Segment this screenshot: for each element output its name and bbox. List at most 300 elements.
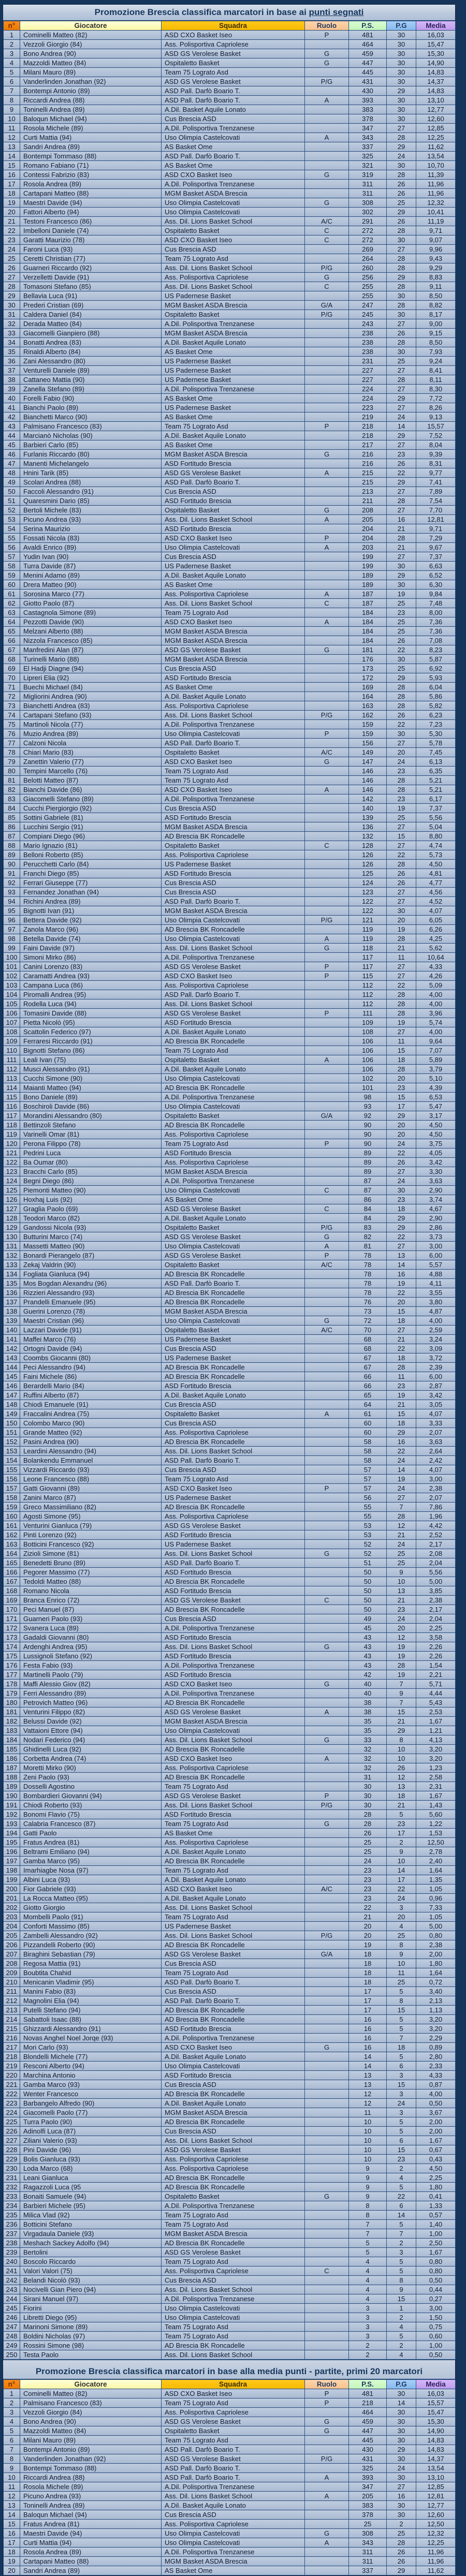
points-cell: 431 (349, 2454, 387, 2464)
header-games: P.G (387, 21, 416, 31)
team-cell: A.Dil. Polisportiva Trenzanese (162, 1176, 305, 1186)
player-cell: Faroni Luca (93) (20, 245, 162, 254)
average-cell: 13,54 (416, 152, 456, 161)
team-cell: AS Basket Ome (162, 161, 305, 170)
games-cell: 28 (387, 226, 416, 235)
points-cell: 73 (349, 1307, 387, 1316)
role-cell (305, 487, 349, 496)
rank-cell: 219 (4, 2062, 20, 2071)
table-row (4, 1680, 456, 1689)
team-cell: MGM Basket ASDA Brescia (162, 450, 305, 459)
team-cell: ASD Fortitudo Brescia (162, 1670, 305, 1680)
player-cell: Mario Ignazio (81) (20, 841, 162, 850)
average-cell: 12,85 (416, 124, 456, 133)
average-cell: 6,00 (416, 1372, 456, 1381)
player-cell: Manfredini Alan (87) (20, 645, 162, 655)
table-row (4, 832, 456, 841)
games-cell: 9 (387, 1689, 416, 1698)
table-row (4, 319, 456, 329)
player-cell: Avaldi Enrico (89) (20, 543, 162, 552)
table-row (4, 2529, 456, 2538)
games-cell: 28 (387, 170, 416, 180)
points-cell: 3 (349, 2322, 387, 2332)
rank-cell: 77 (4, 739, 20, 748)
points-cell: 264 (349, 254, 387, 263)
points-cell: 393 (349, 96, 387, 105)
team-cell: US Padernese Basket (162, 1353, 305, 1363)
average-cell: 14,90 (416, 2426, 456, 2436)
rank-cell: 207 (4, 1950, 20, 1959)
role-cell (305, 813, 349, 822)
table-row (4, 981, 456, 990)
role-cell (305, 1027, 349, 1037)
rank-cell: 138 (4, 1307, 20, 1316)
games-cell: 29 (387, 2566, 416, 2575)
table-row (4, 906, 456, 916)
points-cell: 308 (349, 198, 387, 208)
team-cell: ASD Fortitudo Brescia (162, 813, 305, 822)
games-cell: 19 (387, 1391, 416, 1400)
games-cell: 27 (387, 962, 416, 971)
table-row (4, 953, 456, 962)
points-cell: 205 (349, 2492, 387, 2501)
team-cell: A.Dil. Polisportiva Trenzanese (162, 1624, 305, 1633)
player-cell: Manenti Michelangelo (20, 459, 162, 468)
rank-cell: 202 (4, 1903, 20, 1912)
points-cell: 92 (349, 1111, 387, 1121)
table-row (4, 888, 456, 897)
player-cell: Boubtita Chahid (20, 1968, 162, 1978)
player-cell: Rossini Simone (98) (20, 2341, 162, 2350)
role-cell (305, 1083, 349, 1093)
player-cell: Picuno Andrea (93) (20, 2492, 162, 2501)
player-cell: Nodari Federico (94) (20, 1735, 162, 1745)
table-row (4, 170, 456, 180)
role-cell (305, 1493, 349, 1503)
team-cell: Uso Olimpia Castelcovati (162, 2538, 305, 2548)
role-cell (305, 2248, 349, 2257)
points-cell: 58 (349, 1437, 387, 1447)
player-cell: Sirani Manuel (97) (20, 2294, 162, 2304)
average-cell: 5,74 (416, 1018, 456, 1027)
role-cell (305, 1857, 349, 1866)
average-cell: 4,87 (416, 1307, 456, 1316)
role-cell (305, 403, 349, 413)
points-cell: 93 (349, 1102, 387, 1111)
player-cell: Pietta Nicolò (95) (20, 1018, 162, 1027)
average-cell: 4,74 (416, 841, 456, 850)
points-cell: 227 (349, 375, 387, 385)
points-cell: 16 (349, 2043, 387, 2052)
table-row (4, 1335, 456, 1344)
player-cell: Massetti Matteo (90) (20, 1242, 162, 1251)
average-cell: 3,17 (416, 1111, 456, 1121)
player-cell: Beltrami Emiliano (94) (20, 1847, 162, 1857)
role-cell: A (305, 1409, 349, 1419)
role-cell (305, 1437, 349, 1447)
rank-cell: 233 (4, 2192, 20, 2201)
rank-cell: 45 (4, 440, 20, 450)
average-cell: 10,41 (416, 208, 456, 217)
points-cell: 123 (349, 888, 387, 897)
games-cell: 16 (387, 1270, 416, 1279)
player-cell: Guerini Lorenzo (78) (20, 1307, 162, 1316)
role-cell (305, 114, 349, 124)
rank-cell: 22 (4, 226, 20, 235)
average-cell: 8,82 (416, 301, 456, 310)
points-cell: 159 (349, 729, 387, 739)
role-cell: A/C (305, 1260, 349, 1270)
role-cell (305, 431, 349, 440)
points-cell: 224 (349, 385, 387, 394)
points-cell: 58 (349, 1447, 387, 1456)
role-cell (305, 1046, 349, 1055)
table-row (4, 1223, 456, 1232)
games-cell: 27 (387, 487, 416, 496)
role-cell: G (305, 1735, 349, 1745)
table-row (4, 1894, 456, 1903)
rank-cell: 117 (4, 1111, 20, 1121)
role-cell (305, 1521, 349, 1530)
points-cell: 218 (349, 431, 387, 440)
table-row (4, 235, 456, 245)
role-cell (305, 850, 349, 860)
team-cell: Ass. Polisportiva Capriolese (162, 2520, 305, 2529)
team-cell: Ass. Dil. Lions Basket School (162, 2492, 305, 2501)
rank-cell: 115 (4, 1093, 20, 1102)
games-cell: 9 (387, 2285, 416, 2294)
rank-cell: 6 (4, 2436, 20, 2445)
team-cell: ASD Pall. Darfò Boario T. (162, 1456, 305, 1465)
player-cell: Fratus Andrea (81) (20, 1838, 162, 1847)
player-cell: Guarneri Paolo (93) (20, 1614, 162, 1624)
rank-cell: 13 (4, 142, 20, 152)
rank-cell: 19 (4, 198, 20, 208)
role-cell (305, 1540, 349, 1549)
games-cell: 30 (387, 235, 416, 245)
rank-cell: 99 (4, 944, 20, 953)
rank-cell: 12 (4, 2492, 20, 2501)
rank-cell: 65 (4, 627, 20, 636)
table-row (4, 1419, 456, 1428)
table-row (4, 2201, 456, 2211)
average-cell: 1,33 (416, 2201, 456, 2211)
table-row (4, 2257, 456, 2266)
player-cell: Ragazzoli Luca (95 (20, 2183, 162, 2192)
games-cell: 19 (387, 1642, 416, 1652)
player-cell: Pini Davide (96) (20, 2145, 162, 2155)
role-cell: G (305, 944, 349, 953)
rank-cell: 141 (4, 1335, 20, 1344)
points-cell: 55 (349, 1512, 387, 1521)
table-row (4, 1661, 456, 1670)
points-cell: 43 (349, 1642, 387, 1652)
team-cell: US Padernese Basket (162, 1540, 305, 1549)
points-cell: 8 (349, 2201, 387, 2211)
rank-cell: 55 (4, 534, 20, 543)
rank-cell: 40 (4, 394, 20, 403)
points-cell: 291 (349, 217, 387, 226)
table-row (4, 1307, 456, 1316)
player-cell: Cominelli Matteo (82) (20, 2389, 162, 2398)
player-cell: Fratus Andrea (81) (20, 2520, 162, 2529)
rank-cell: 32 (4, 319, 20, 329)
games-cell: 12 (387, 1521, 416, 1530)
average-cell: 11,62 (416, 142, 456, 152)
team-cell: Uso Olimpia Castelcovati (162, 2313, 305, 2322)
rank-cell: 123 (4, 1167, 20, 1176)
table-row (4, 1046, 456, 1055)
points-cell: 50 (349, 1568, 387, 1577)
rank-cell: 153 (4, 1447, 20, 1456)
points-cell: 87 (349, 1176, 387, 1186)
player-cell: Colombo Marco (90) (20, 1419, 162, 1428)
rank-cell: 189 (4, 1782, 20, 1791)
player-cell: Venturelli Daniele (89) (20, 366, 162, 375)
role-cell (305, 1298, 349, 1307)
table-row (4, 1503, 456, 1512)
games-cell: 5 (387, 2332, 416, 2341)
role-cell: P/G (305, 1931, 349, 1940)
table-row (4, 1381, 456, 1391)
rank-cell: 130 (4, 1232, 20, 1242)
rank-cell: 159 (4, 1503, 20, 1512)
team-cell: Team 75 Lograto Asd (162, 1046, 305, 1055)
team-cell: Ass. Dil. Lions Basket School (162, 1642, 305, 1652)
player-cell: Barbieri Carlo (85) (20, 440, 162, 450)
team-cell: Ass. Dil. Lions Basket School (162, 999, 305, 1009)
player-cell: Ardenghi Andrea (95) (20, 1642, 162, 1652)
points-cell: 378 (349, 114, 387, 124)
rank-cell: 3 (4, 49, 20, 58)
points-cell: 108 (349, 1027, 387, 1037)
average-cell: 1,43 (416, 1801, 456, 1810)
average-cell: 0,87 (416, 2080, 456, 2089)
average-cell: 15,47 (416, 2408, 456, 2417)
table-row (4, 1689, 456, 1698)
table-row (4, 1912, 456, 1922)
player-cell: Albini Luca (93) (20, 1875, 162, 1885)
role-cell (305, 1652, 349, 1661)
team-cell: ASD Fortitudo Brescia (162, 2071, 305, 2080)
average-cell: 1,05 (416, 1885, 456, 1894)
role-cell (305, 2183, 349, 2192)
table-row (4, 1484, 456, 1493)
role-cell (305, 1810, 349, 1819)
role-cell: G/A (305, 1950, 349, 1959)
points-cell: 459 (349, 49, 387, 58)
table-row (4, 40, 456, 49)
role-cell (305, 2322, 349, 2332)
games-cell: 27 (387, 366, 416, 375)
player-cell: Zekaj Valdrin (90) (20, 1260, 162, 1270)
team-cell: MGM Basket ASDA Brescia (162, 636, 305, 645)
role-cell (305, 776, 349, 785)
rank-cell: 197 (4, 1857, 20, 1866)
rank-cell: 213 (4, 2006, 20, 2015)
player-cell: Libretti Diego (95) (20, 2313, 162, 2322)
games-cell: 26 (387, 180, 416, 189)
rank-cell: 18 (4, 2548, 20, 2557)
player-cell: Palmisano Francesco (83) (20, 422, 162, 431)
role-cell (305, 124, 349, 133)
role-cell (305, 366, 349, 375)
team-cell: US Padernese Basket (162, 562, 305, 571)
points-cell: 16 (349, 2024, 387, 2034)
points-cell: 156 (349, 739, 387, 748)
table-row (4, 2183, 456, 2192)
role-cell: G (305, 1232, 349, 1242)
player-cell: Begni Diego (86) (20, 1176, 162, 1186)
team-cell: ASD Pall. Darfò Boario T. (162, 96, 305, 105)
role-cell (305, 2136, 349, 2145)
average-cell: 12,50 (416, 1838, 456, 1847)
games-cell: 28 (387, 2538, 416, 2548)
rank-cell: 38 (4, 375, 20, 385)
role-cell (305, 701, 349, 711)
points-cell: 447 (349, 2426, 387, 2436)
games-cell: 20 (387, 748, 416, 757)
average-cell: 2,86 (416, 1223, 456, 1232)
role-cell (305, 1447, 349, 1456)
team-cell: Ospitaletto Basket (162, 506, 305, 515)
games-cell: 25 (387, 357, 416, 366)
points-cell: 187 (349, 590, 387, 599)
table-row (4, 2276, 456, 2285)
games-cell: 27 (387, 841, 416, 850)
player-cell: Testoni Francesco (86) (20, 217, 162, 226)
player-cell: Putelli Stefano (94) (20, 2006, 162, 2015)
team-cell: ASD GS Verolese Basket (162, 645, 305, 655)
rank-cell: 180 (4, 1698, 20, 1707)
role-cell (305, 2089, 349, 2099)
team-cell: A.Dil. Basket Aquile Lonato (162, 1847, 305, 1857)
points-cell: 43 (349, 1633, 387, 1642)
table-row (4, 748, 456, 757)
average-cell: 2,08 (416, 1549, 456, 1558)
average-cell: 7,48 (416, 599, 456, 608)
header-role: Ruolo (305, 21, 349, 31)
points-cell: 12 (349, 2089, 387, 2099)
points-cell: 126 (349, 860, 387, 869)
rank-cell: 157 (4, 1484, 20, 1493)
games-cell: 5 (387, 2127, 416, 2136)
rank-cell: 136 (4, 1288, 20, 1298)
games-cell: 30 (387, 729, 416, 739)
games-cell: 8 (387, 1735, 416, 1745)
team-cell: A.Dil. Basket Aquile Lonato (162, 1875, 305, 1885)
player-cell: Boschiroli Davide (86) (20, 1102, 162, 1111)
table-row (4, 2108, 456, 2117)
points-cell: 22 (349, 1903, 387, 1912)
games-cell: 23 (387, 1195, 416, 1204)
average-cell: 12,32 (416, 198, 456, 208)
table-row (4, 58, 456, 68)
player-cell: Conforti Massimo (85) (20, 1922, 162, 1931)
average-cell: 2,04 (416, 1558, 456, 1568)
points-cell: 45 (349, 1624, 387, 1633)
average-cell: 7,36 (416, 627, 456, 636)
games-cell: 9 (387, 1568, 416, 1577)
team-cell: Uso Olimpia Castelcovati (162, 1242, 305, 1251)
player-cell: Grande Matteo (92) (20, 1428, 162, 1437)
player-cell: Agosti Simone (95) (20, 1512, 162, 1521)
games-cell: 27 (387, 739, 416, 748)
role-cell: P (305, 1251, 349, 1260)
points-cell: 20 (349, 1931, 387, 1940)
average-cell: 7,70 (416, 506, 456, 515)
role-cell: C (305, 1186, 349, 1195)
team-cell: Cus Brescia ASD (162, 245, 305, 254)
player-cell: Faccoli Alessandro (91) (20, 487, 162, 496)
table-row (4, 1763, 456, 1773)
player-cell: Graglia Paolo (69) (20, 1204, 162, 1214)
team-cell: US Padernese Basket (162, 1493, 305, 1503)
role-cell: A/C (305, 1885, 349, 1894)
table-row (4, 2127, 456, 2136)
table-row (4, 459, 456, 468)
rank-cell: 62 (4, 599, 20, 608)
table-row (4, 96, 456, 105)
games-cell: 22 (387, 1232, 416, 1242)
table-row (4, 217, 456, 226)
average-cell: 4,50 (416, 1121, 456, 1130)
player-cell: Zani Alessandro (80) (20, 357, 162, 366)
average-cell: 0,80 (416, 1931, 456, 1940)
team-cell: ASD Pall. Darfò Boario T. (162, 739, 305, 748)
points-cell: 215 (349, 478, 387, 487)
rank-cell: 220 (4, 2071, 20, 2080)
team-cell: ASD Fortitudo Brescia (162, 1568, 305, 1577)
role-cell (305, 2145, 349, 2155)
table-row (4, 2145, 456, 2155)
average-cell: 1,35 (416, 1875, 456, 1885)
role-cell (305, 822, 349, 832)
table-row (4, 1652, 456, 1661)
role-cell (305, 1102, 349, 1111)
rank-cell: 121 (4, 1149, 20, 1158)
average-cell: 2,64 (416, 1447, 456, 1456)
table-row (4, 1996, 456, 2006)
player-cell: Perona Filippo (78) (20, 1139, 162, 1149)
player-cell: Marchina Antonio (20, 2071, 162, 2080)
points-cell: 204 (349, 534, 387, 543)
team-cell: Ass. Dil. Lions Basket School (162, 1549, 305, 1558)
role-cell: P (305, 2398, 349, 2408)
table-row (4, 1549, 456, 1558)
table-row (4, 1009, 456, 1018)
player-cell: Bignotti Ivan (91) (20, 906, 162, 916)
header-points: P.S. (349, 2380, 387, 2389)
table-row (4, 813, 456, 822)
role-cell (305, 1065, 349, 1074)
points-cell: 184 (349, 617, 387, 627)
table-row (4, 2071, 456, 2080)
role-cell (305, 459, 349, 468)
team-cell: ASD Pall. Darfò Boario T. (162, 897, 305, 906)
player-cell: Tedoldi Matteo (88) (20, 1577, 162, 1586)
role-cell (305, 1829, 349, 1838)
rank-cell: 249 (4, 2341, 20, 2350)
table-row (4, 2501, 456, 2510)
average-cell: 7,72 (416, 394, 456, 403)
player-cell: Ferrari Giuseppe (77) (20, 878, 162, 888)
rank-cell: 48 (4, 468, 20, 478)
average-cell: 9,64 (416, 1037, 456, 1046)
player-cell: Biraghini Sebastian (79) (20, 1950, 162, 1959)
role-cell (305, 925, 349, 934)
role-cell (305, 1530, 349, 1540)
